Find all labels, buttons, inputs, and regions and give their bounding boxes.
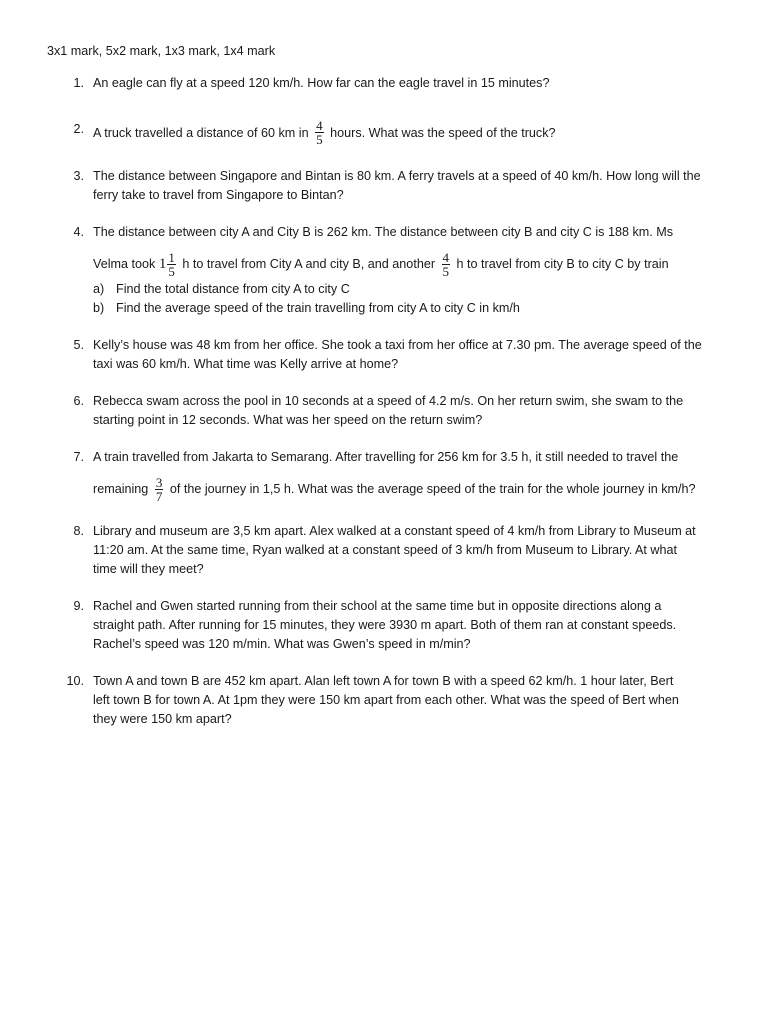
question-number: 7. xyxy=(73,450,84,464)
question-text-line: straight path. After running for 15 minutes, they were 3930 m apart. Both of them ran at constant speeds. xyxy=(93,618,677,632)
question-text-line: time will they meet? xyxy=(93,562,204,576)
fraction-denominator: 5 xyxy=(168,264,175,279)
question-text-line: Rachel and Gwen started running from their school at the same time but in opposite directions along a xyxy=(93,599,662,613)
question-text xyxy=(93,120,725,147)
fraction-denominator: 7 xyxy=(155,489,163,504)
question-text-line: they were 150 km apart? xyxy=(93,712,232,726)
sub-question-label: a) xyxy=(93,282,105,296)
text-segment: h to travel from city B to city C by train xyxy=(456,256,669,271)
question-number: 9. xyxy=(73,599,84,613)
question-text: An eagle can fly at a speed 120 km/h. How far can the eagle travel in 15 minutes? xyxy=(93,76,550,90)
sub-question-text: Find the total distance from city A to city C xyxy=(116,282,350,296)
fraction-numerator: 1 xyxy=(168,250,175,265)
question-text-line: The distance between Singapore and Bintan is 80 km. A ferry travels at a speed of 40 km/h. How long will the xyxy=(93,169,701,183)
fraction xyxy=(442,251,451,278)
question-number: 4. xyxy=(73,225,84,239)
mixed-number-whole: 1 xyxy=(158,255,167,272)
fraction-numerator: 4 xyxy=(442,250,450,265)
question-text-line: The distance between city A and City B is 262 km. The distance between city B and city C is 188 km. Ms xyxy=(93,225,674,239)
question-text-line: ferry take to travel from Singapore to Bintan? xyxy=(93,188,344,202)
sub-question-label: b) xyxy=(93,301,105,315)
question-text-line: Kelly’s house was 48 km from her office. She took a taxi from her office at 7.30 pm. The average speed of the xyxy=(93,338,702,352)
sub-question-a xyxy=(93,280,725,299)
fraction xyxy=(315,119,324,146)
fraction xyxy=(155,476,164,503)
question-text-line: taxi was 60 km/h. What time was Kelly arrive at home? xyxy=(93,357,399,371)
question-number: 2. xyxy=(73,122,84,136)
sub-question-text: Find the average speed of the train travelling from city A to city C in km/h xyxy=(116,301,520,315)
text-segment: A truck travelled a distance of 60 km in xyxy=(93,125,309,140)
fraction xyxy=(167,251,176,278)
text-segment: Velma took xyxy=(93,256,156,271)
text-segment: remaining xyxy=(93,481,149,496)
question-text-line xyxy=(93,476,725,503)
question-text-line: Library and museum are 3,5 km apart. Alex walked at a constant speed of 4 km/h from Library to Museum at xyxy=(93,524,696,538)
question-text-line: Town A and town B are 452 km apart. Alan left town A for town B with a speed 62 km/h. 1 hour later, Bert xyxy=(93,674,674,688)
fraction-denominator: 5 xyxy=(316,132,323,147)
fraction-denominator: 5 xyxy=(442,264,450,279)
question-text-line: Rachel’s speed was 120 m/min. What was Gwen’s speed in m/min? xyxy=(93,637,471,651)
question-text-line: Rebecca swam across the pool in 10 seconds at a speed of 4.2 m/s. On her return swim, she swam to the xyxy=(93,394,684,408)
text-segment: hours. What was the speed of the truck? xyxy=(330,125,556,140)
question-text-line xyxy=(93,251,725,278)
question-number: 8. xyxy=(73,524,84,538)
fraction-numerator: 3 xyxy=(155,475,163,490)
question-number: 6. xyxy=(73,394,84,408)
sub-question-b xyxy=(93,299,725,318)
question-text-line: left town B for town A. At 1pm they were 150 km apart from each other. What was the speed of Bert when xyxy=(93,693,679,707)
question-number: 10. xyxy=(66,674,84,688)
text-segment: h to travel from City A and city B, and another xyxy=(182,256,436,271)
text-segment: of the journey in 1,5 h. What was the average speed of the train for the whole journey in km/h? xyxy=(169,481,696,496)
fraction-numerator: 4 xyxy=(316,118,323,133)
mark-allocation-header: 3x1 mark, 5x2 mark, 1x3 mark, 1x4 mark xyxy=(47,44,276,58)
question-number: 5. xyxy=(73,338,84,352)
question-text-line: 11:20 am. At the same time, Ryan walked at a constant speed of 3 km/h from Museum to Library. At what xyxy=(93,543,678,557)
question-text-line: starting point in 12 seconds. What was her speed on the return swim? xyxy=(93,413,483,427)
question-number: 3. xyxy=(73,169,84,183)
question-text-line: A train travelled from Jakarta to Semarang. After travelling for 256 km for 3.5 h, it still needed to travel the xyxy=(93,450,679,464)
question-number: 1. xyxy=(73,76,84,90)
